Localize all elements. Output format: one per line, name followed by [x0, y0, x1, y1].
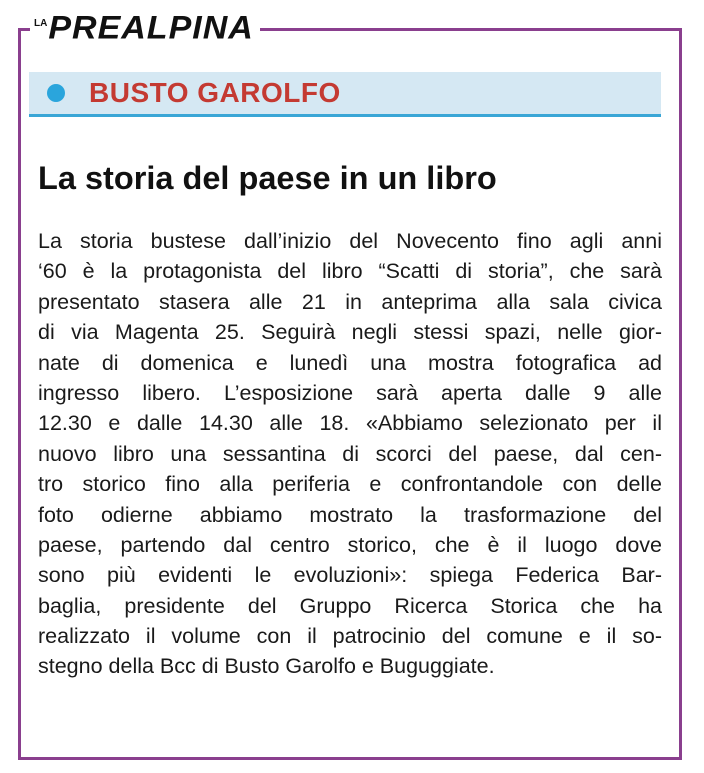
article-body-line: ingresso libero. L’esposizione sarà aperta dalle 9 alle — [38, 380, 662, 405]
article-body-line: nuovo libro una sessantina di scorci del paese, dal cen- — [38, 441, 662, 466]
article-body-line: realizzato il volume con il patrocinio del comune e il so- — [38, 624, 662, 649]
article-body-line: ‘60 è la protagonista del libro “Scatti di storia”, che sarà — [38, 259, 662, 284]
article-body-line: sono più evidenti le evoluzioni»: spiega Federica Bar- — [38, 563, 662, 588]
article-headline: La storia del paese in un libro — [38, 160, 497, 196]
article-body-line: foto odierne abbiamo mostrato la trasformazione del — [38, 502, 662, 527]
masthead-prefix: LA — [34, 18, 48, 29]
article-body-line: 12.30 e dalle 14.30 alle 18. «Abbiamo selezionato per il — [38, 411, 662, 436]
article-body-line: stegno della Bcc di Busto Garolfo e Buguggiate. — [38, 654, 495, 679]
article-body-line: presentato stasera alle 21 in anteprima alla sala civica — [38, 289, 662, 314]
newspaper-masthead — [30, 8, 260, 48]
section-bar — [29, 72, 661, 117]
article-body — [38, 226, 662, 682]
section-bullet-icon — [47, 84, 65, 102]
article-body-line: tro storico fino alla periferia e confrontandole con delle — [38, 472, 662, 497]
section-label: BUSTO GAROLFO — [89, 77, 341, 108]
article-body-line: di via Magenta 25. Seguirà negli stessi spazi, nelle gior- — [38, 320, 662, 345]
masthead-logo-text: PREALPINA — [48, 9, 254, 47]
article-body-line: paese, partendo dal centro storico, che è il luogo dove — [38, 532, 662, 557]
article-body-line: baglia, presidente del Gruppo Ricerca Storica che ha — [38, 593, 662, 618]
article-body-line: La storia bustese dall’inizio del Novecento fino agli anni — [38, 229, 662, 253]
article-body-line: nate di domenica e lunedì una mostra fotografica ad — [38, 350, 662, 375]
